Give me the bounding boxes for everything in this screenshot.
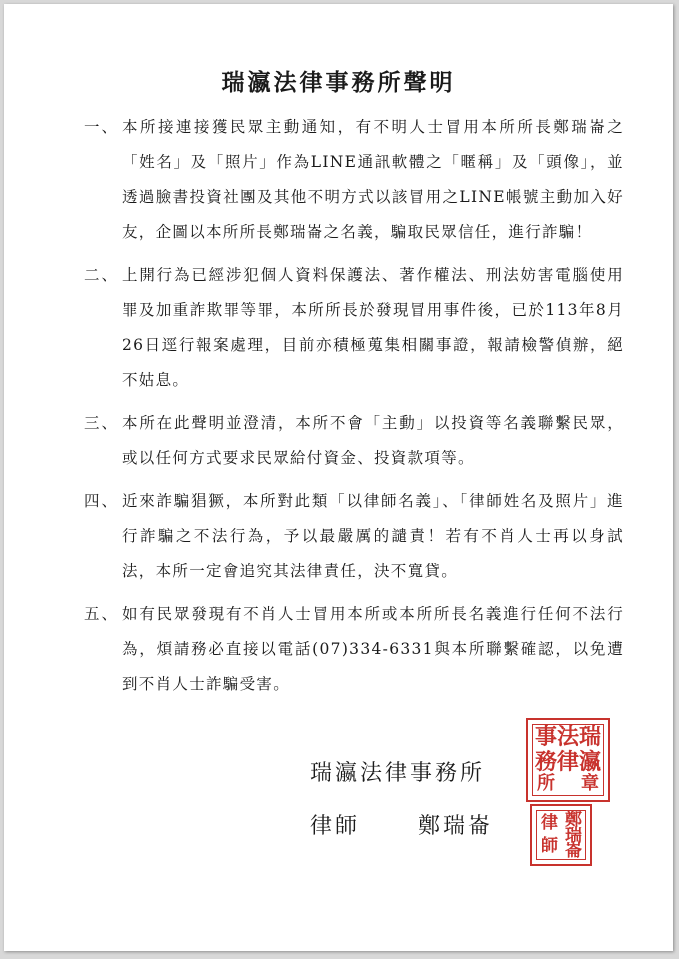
statement-item <box>84 406 624 476</box>
firm-seal <box>526 718 610 802</box>
lawyer-seal <box>530 804 592 866</box>
statement-item <box>84 110 624 250</box>
statement-item <box>84 258 624 398</box>
item-number: 二、 <box>84 266 120 284</box>
seal-char: 章 <box>581 773 599 794</box>
item-number: 三、 <box>84 414 120 432</box>
seal-char: 瑞 <box>578 724 601 750</box>
item-text: 上開行為已經涉犯個人資料保護法、著作權法、刑法妨害電腦使用罪及加重詐欺罪等罪，本所所長於發現冒用事件後，已於113年8月26日逕行報案處理，目前亦積極蒐集相關事證，報請檢警偵辦，絕不姑息。 <box>122 266 624 389</box>
item-number: 五、 <box>84 605 120 623</box>
statement-list <box>84 110 624 710</box>
seal-char: 務 <box>534 749 557 775</box>
item-number: 四、 <box>84 492 120 510</box>
statement-item <box>84 597 624 702</box>
item-number: 一、 <box>84 118 120 136</box>
signature-name: 鄭瑞崙 <box>418 814 494 839</box>
seal-char: 瑞 <box>565 826 582 846</box>
seal-char: 法 <box>556 724 579 750</box>
statement-item <box>84 484 624 589</box>
seal-char: 鄭 <box>565 810 582 830</box>
seal-char: 崙 <box>565 841 582 861</box>
seal-char: 事 <box>534 724 557 750</box>
signature-firm: 瑞瀛法律事務所 <box>310 761 486 786</box>
seal-char: 律 <box>556 749 579 775</box>
signature-title: 律師 <box>310 814 361 839</box>
document-page <box>4 4 673 951</box>
seal-char: 所 <box>537 773 555 794</box>
seal-char: 師 <box>541 836 558 856</box>
seal-char: 律 <box>541 813 558 833</box>
item-text: 近來詐騙猖獗，本所對此類「以律師名義」、「律師姓名及照片」進行詐騙之不法行為，予以最嚴厲的譴責！若有不肖人士再以身試法，本所一定會追究其法律責任，決不寬貸。 <box>122 492 624 580</box>
seal-char: 瀛 <box>578 749 601 775</box>
document-title: 瑞瀛法律事務所聲明 <box>221 69 456 96</box>
signature-line <box>310 809 493 840</box>
item-text: 本所接連接獲民眾主動通知，有不明人士冒用本所所長鄭瑞崙之「姓名」及「照片」作為LINE通訊軟體之「暱稱」及「頭像」，並透過臉書投資社團及其他不明方式以該冒用之LINE帳號主動加入好友，企圖以本所所長鄭瑞崙之名義，騙取民眾信任，進行詐騙！ <box>122 118 624 241</box>
item-text: 如有民眾發現有不肖人士冒用本所或本所所長名義進行任何不法行為，煩請務必直接以電話(07)334-6331與本所聯繫確認，以免遭到不肖人士詐騙受害。 <box>122 605 624 693</box>
item-text: 本所在此聲明並澄清，本所不會「主動」以投資等名義聯繫民眾，或以任何方式要求民眾給付資金、投資款項等。 <box>122 414 624 467</box>
